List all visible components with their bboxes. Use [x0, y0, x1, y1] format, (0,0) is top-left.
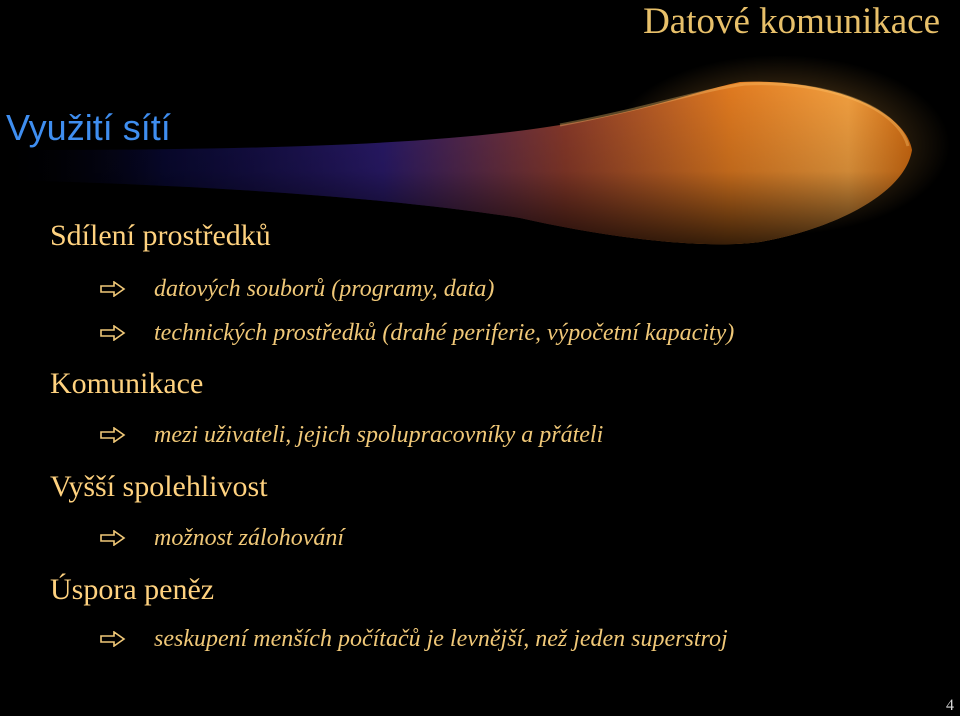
- hollow-arrow-icon: [100, 631, 126, 647]
- bullet-item-text: možnost zálohování: [154, 525, 345, 551]
- header-title: Datové komunikace: [643, 1, 940, 42]
- bullet-item-text: mezi uživateli, jejich spolupracovníky a přáteli: [154, 422, 604, 448]
- bullet-item: [100, 624, 728, 654]
- section-heading-sharing: Sdílení prostředků: [50, 219, 271, 252]
- bullet-item: [100, 274, 494, 304]
- bullet-item: [100, 420, 603, 450]
- bullet-item-text: seskupení menších počítačů je levnější, než jeden superstroj: [154, 626, 728, 652]
- hollow-arrow-icon: [100, 325, 126, 341]
- bullet-item: [100, 523, 344, 553]
- hollow-arrow-icon: [100, 281, 126, 297]
- bullet-item: [100, 318, 734, 348]
- hollow-arrow-icon: [100, 530, 126, 546]
- section-heading-communication: Komunikace: [50, 367, 204, 400]
- bullet-item-text: datových souborů (programy, data): [154, 276, 495, 302]
- section-heading-reliability: Vyšší spolehlivost: [50, 470, 268, 503]
- bullet-item-text: technických prostředků (drahé periferie, výpočetní kapacity): [154, 320, 735, 346]
- hollow-arrow-icon: [100, 427, 126, 443]
- page-number: 4: [946, 697, 954, 714]
- slide-title: Využití sítí: [6, 107, 171, 148]
- section-heading-savings: Úspora peněz: [50, 573, 215, 606]
